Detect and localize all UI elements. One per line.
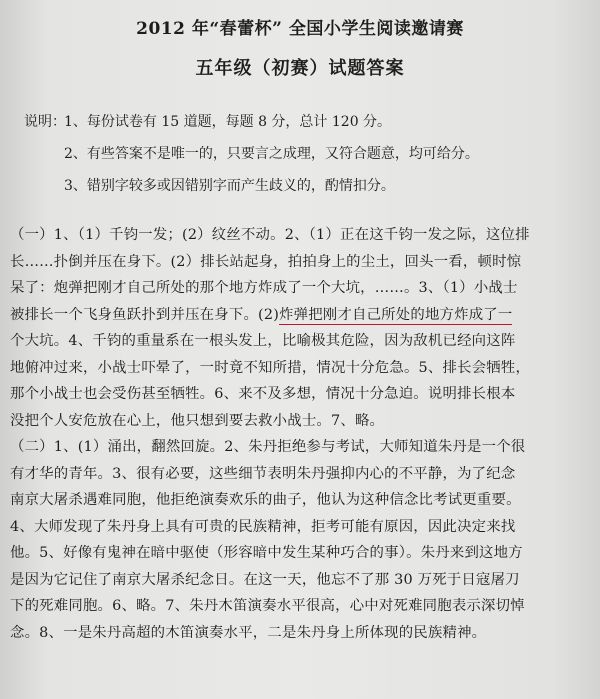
answer-line: （二）1、(1）涌出，翻然回旋。2、朱丹拒绝参与考试，大师知道朱丹是一个很 <box>10 439 526 455</box>
answer-line: 南京大屠杀遇难同胞，他拒绝演奏欢乐的曲子，他认为这种信念比考试更重要。 <box>10 492 521 508</box>
instruction-text: 2、有些答案不是唯一的，只要言之成理，又符合题意，均可给分。 <box>64 146 479 162</box>
answer-line: 长……扑倒并压在身下。(2）排长站起身，拍拍身上的尘土，回头一看，顿时惊 <box>10 253 522 270</box>
page-subtitle: 五年级（初赛）试题答案 <box>195 58 405 79</box>
instruction-item <box>24 112 479 144</box>
answer-line: （一）1、（1）千钧一发；(2）纹丝不动。2、（1）正在这千钧一发之际，这位排 <box>10 227 530 243</box>
answer-line: 4、大师发现了朱丹身上具有可贵的民族精神，拒考可能有原因，因此决定来找 <box>10 518 516 535</box>
answer-line: 呆了：炮弹把刚才自己所处的那个地方炸成了一个大坑，……。3、（1）小战士 <box>10 280 518 296</box>
answer-text: 被排长一个飞身鱼跃扑到并压在身下。(2) <box>10 306 280 323</box>
answer-line: 有才华的青年。3、很有必要，这些细节表明朱丹强抑内心的不平静，为了纪念 <box>10 465 516 482</box>
answer-line: 个大坑。4、千钧的重量系在一根头发上，比喻极其危险，因为敌机已经向这阵 <box>10 333 516 349</box>
instruction-text: 1、每份试卷有 15 道题，每题 8 分，总计 120 分。 <box>64 114 392 130</box>
instruction-item <box>24 176 479 208</box>
answer-line: 他。5、好像有鬼神在暗中驱使（形容暗中发生某种巧合的事）。朱丹来到这地方 <box>10 545 523 561</box>
answer-line: 下的死难同胞。6、略。7、朱丹木笛演奏水平很高，心中对死难同胞表示深切悼 <box>10 598 525 614</box>
answer-line: 地俯冲过来，小战士吓晕了，一时竟不知所措，情况十分危急。5、排长会牺牲， <box>10 359 531 376</box>
page-title: 2012 年“春蕾杯” 全国小学生阅读邀请赛 <box>136 19 464 39</box>
instructions <box>24 112 479 208</box>
answer-line: 念。8、一是朱丹高超的木笛演奏水平，二是朱丹身上所体现的民族精神。 <box>10 624 487 641</box>
instruction-item <box>24 144 479 176</box>
answers-body <box>10 222 588 646</box>
answer-line: 没把个人安危放在心上，他只想到要去救小战士。7、略。 <box>10 412 385 429</box>
instructions-label: 说明： <box>24 114 66 130</box>
instruction-text: 3、错别字较多或因错别字而产生歧义的，酌情扣分。 <box>64 178 395 194</box>
answer-line: 那个小战士也会受伤甚至牺牲。6、来不及多想，情况十分急迫。说明排长根本 <box>10 386 516 402</box>
answer-line: 是因为它记住了南京大屠杀纪念日。在这一天，他忘不了那 30 万死于日寇屠刀 <box>10 571 520 588</box>
underlined-answer: 炸弹把刚才自己所处的地方炸成了一 <box>279 306 513 323</box>
answer-line <box>10 302 588 329</box>
